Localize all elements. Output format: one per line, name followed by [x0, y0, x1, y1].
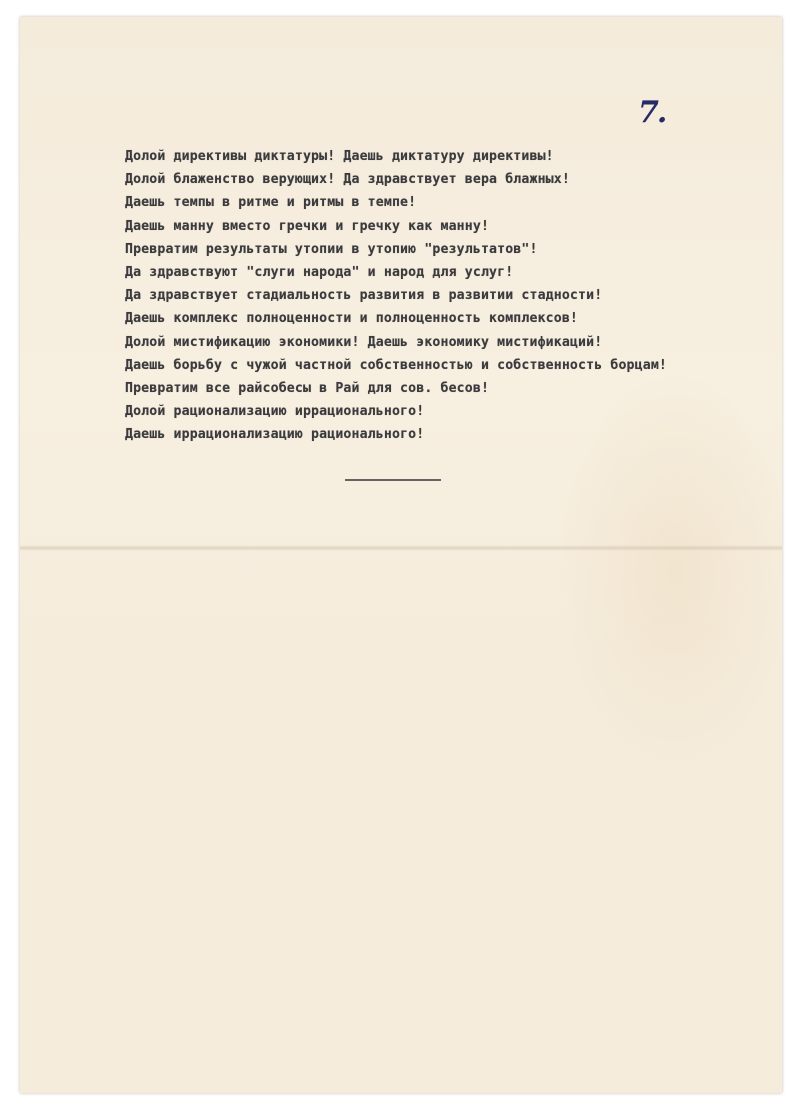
- slogan-line: Долой директивы диктатуры! Даешь диктатуру директивы!: [125, 149, 554, 164]
- slogan-line: Даешь манну вместо гречки и гречку как манну!: [125, 218, 490, 234]
- slogan-line: Долой мистификацию экономики! Даешь экономику мистификаций!: [125, 334, 603, 350]
- slogan-line: Да здравствует стадиальность развития в развитии стадности!: [125, 288, 603, 304]
- slogan-line: Даешь борьбу с чужой частной собственностью и собственность борцам!: [125, 357, 667, 373]
- slogan-line: Превратим все райсобесы в Рай для сов. бесов!: [125, 380, 490, 396]
- handwritten-page-number: 7.: [638, 95, 666, 130]
- closing-dash-rule: [345, 479, 441, 481]
- paper-fold-line: [20, 545, 782, 551]
- slogan-line: Даешь комплекс полноценности и полноценность комплексов!: [125, 311, 579, 327]
- slogan-line: Даешь темпы в ритме и ритмы в темпе!: [125, 195, 417, 211]
- slogan-line: Долой рационализацию иррационального!: [125, 404, 425, 420]
- typewritten-page: [20, 17, 782, 1093]
- slogan-line: Превратим результаты утопии в утопию "результатов"!: [125, 241, 538, 257]
- typed-slogans: [125, 145, 775, 446]
- slogan-line: Долой блаженство верующих! Да здравствует вера блажных!: [125, 172, 570, 188]
- slogan-line: Даешь иррационализацию рационального!: [125, 427, 425, 443]
- slogan-line: Да здравствуют "слуги народа" и народ для услуг!: [125, 264, 514, 280]
